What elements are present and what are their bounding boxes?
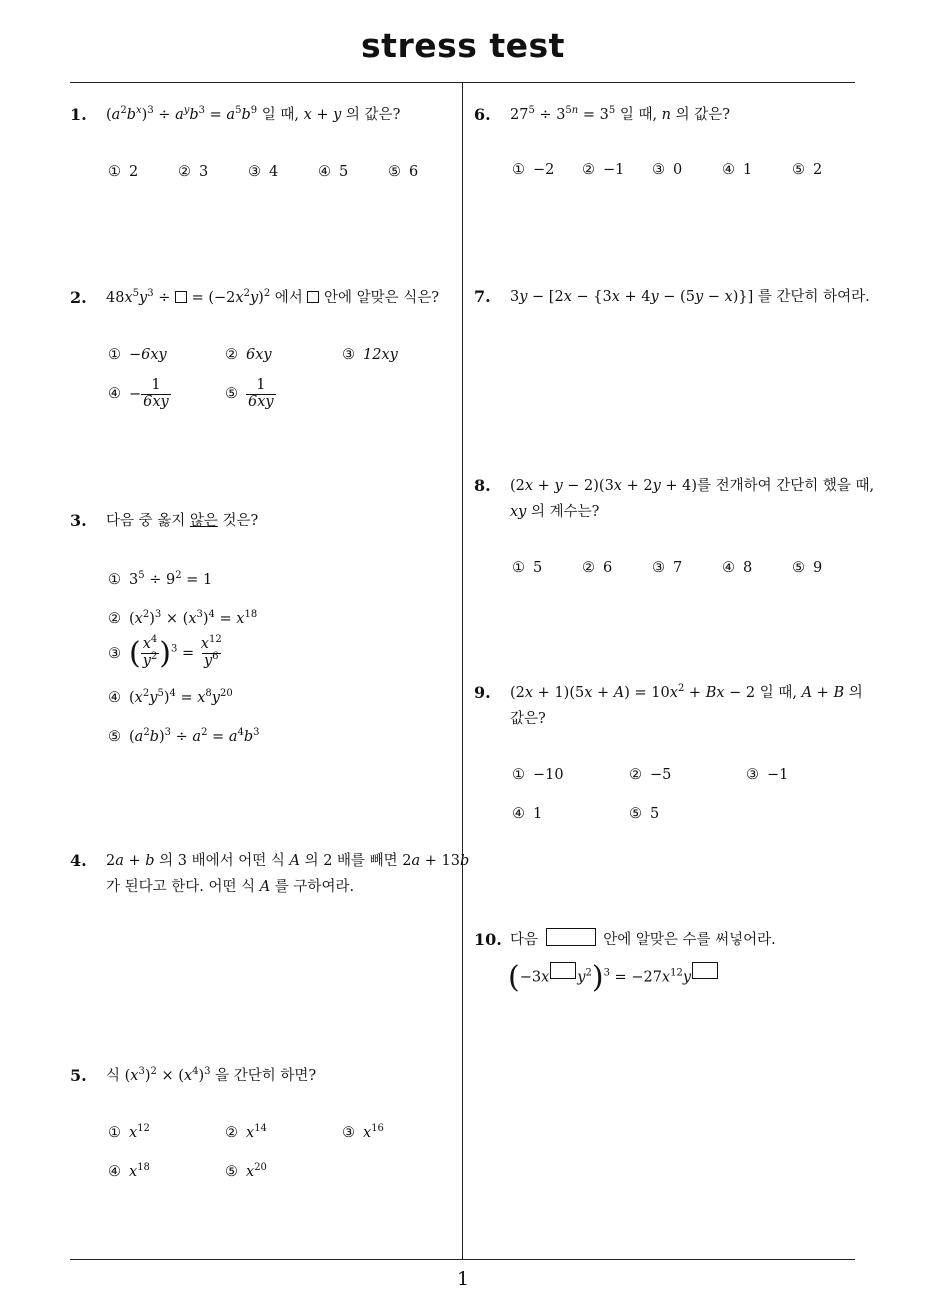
question-number: 8. [474,476,491,495]
question-text: $(a^2b^x)^3 \div a^yb^3 = a^5b^9$ 일 때, x + y 의 값은? [106,105,401,123]
blank-box [546,928,596,946]
choice-4[interactable]: ④ $x^{18}$ [108,1162,150,1180]
choice-3[interactable]: ③ 12xy [342,347,398,363]
question-number: 6. [474,105,491,124]
choice-2[interactable]: ② 6 [582,560,613,576]
choice-5[interactable]: ⑤ 9 [792,560,823,576]
question-text: $27^5 \div 3^{5n} = 3^5$ 일 때, n 의 값은? [510,105,731,123]
choice-3[interactable]: ③ 4 [248,164,279,180]
choice-4[interactable]: ④ $(x^2y^5)^4 = x^8y^{20}$ [108,688,233,706]
choice-4[interactable]: ④ − $\frac{1}{6xy}$ [108,377,169,410]
choice-1[interactable]: ① $3^5 \div 9^2 = 1$ [108,570,213,588]
choice-2[interactable]: ② −5 [629,767,672,783]
choice-1[interactable]: ① −6xy [108,347,167,363]
question-number: 7. [474,287,491,306]
choice-1[interactable]: ① −10 [512,767,564,783]
question-number: 10. [474,930,502,949]
choice-5[interactable]: ⑤ $\frac{1}{6xy}$ [225,377,274,410]
choice-4[interactable]: ④ 1 [722,162,753,178]
footer-rule [70,1259,855,1260]
choice-3[interactable]: ③ 0 [652,162,683,178]
choice-1[interactable]: ① 2 [108,164,139,180]
choice-5[interactable]: ⑤ 5 [629,806,660,822]
choice-1[interactable]: ① 5 [512,560,543,576]
answer-box[interactable] [550,962,576,979]
question-number: 2. [70,288,87,307]
choice-2[interactable]: ② 3 [178,164,209,180]
choice-4[interactable]: ④ 8 [722,560,753,576]
page-number: 1 [456,1268,470,1290]
choice-5[interactable]: ⑤ $x^{20}$ [225,1162,267,1180]
blank-square-icon [175,291,187,303]
question-text: 다음 안에 알맞은 수를 써넣어라. [510,927,776,953]
question-number: 4. [70,851,87,870]
question-10-equation: (−3x $y^2)^3 = -27x^{12}y$ [508,960,719,995]
choice-2[interactable]: ② −1 [582,162,625,178]
choice-1[interactable]: ① $x^{12}$ [108,1123,150,1141]
question-text: $48x^5y^3$ ÷ = $(-2x^2y)^2$ 에서 안에 알맞은 식은? [106,288,440,306]
question-number: 9. [474,683,491,702]
page-title: stress test [361,26,565,65]
choice-5[interactable]: ⑤ 2 [792,162,823,178]
question-text: (2x + y − 2)(3x + 2y + 4)를 전개하여 간단히 했을 때, xy 의 계수는? [510,478,875,520]
choice-1[interactable]: ① −2 [512,162,555,178]
choice-3[interactable]: ③ −1 [746,767,789,783]
choice-5[interactable]: ⑤ $(a^2b)^3 \div a^2 = a^4b^3$ [108,727,260,745]
question-text: 3y − [2x − {3x + 4y − (5y − x)}] 를 간단히 하여라. [510,289,870,305]
answer-box[interactable] [692,962,718,979]
choice-4[interactable]: ④ 5 [318,164,349,180]
choice-2[interactable]: ② $x^{14}$ [225,1123,267,1141]
question-number: 3. [70,511,87,530]
question-text: 2a + b 의 3 배에서 어떤 식 A 의 2 배를 빼면 2a + 13b 가 된다고 한다. 어떤 식 A 를 구하여라. [106,853,470,895]
question-text: 다음 중 옳지 않은 것은? [106,513,259,529]
column-divider [462,83,463,1259]
question-text: 식 $(x^3)^2 \times (x^4)^3$ 을 간단히 하면? [106,1066,317,1084]
question-text: $(2x + 1)(5x + A) = 10x^2 + Bx - 2$ 일 때, A + B 의 값은? [510,683,863,727]
choice-5[interactable]: ⑤ 6 [388,164,419,180]
choice-3[interactable]: ③ 7 [652,560,683,576]
blank-square-icon [307,291,319,303]
choice-2[interactable]: ② 6xy [225,347,272,363]
choice-3[interactable]: ③ $x^{16}$ [342,1123,384,1141]
choice-4[interactable]: ④ 1 [512,806,543,822]
question-number: 5. [70,1066,87,1085]
choice-3[interactable]: ③ ( $\frac{x^4}{y^2}$ )$^3$ = $\frac{x^{12}}{y^6}$ [108,634,222,671]
question-number: 1. [70,105,87,124]
choice-2[interactable]: ② $(x^2)^3 \times (x^3)^4 = x^{18}$ [108,609,258,627]
